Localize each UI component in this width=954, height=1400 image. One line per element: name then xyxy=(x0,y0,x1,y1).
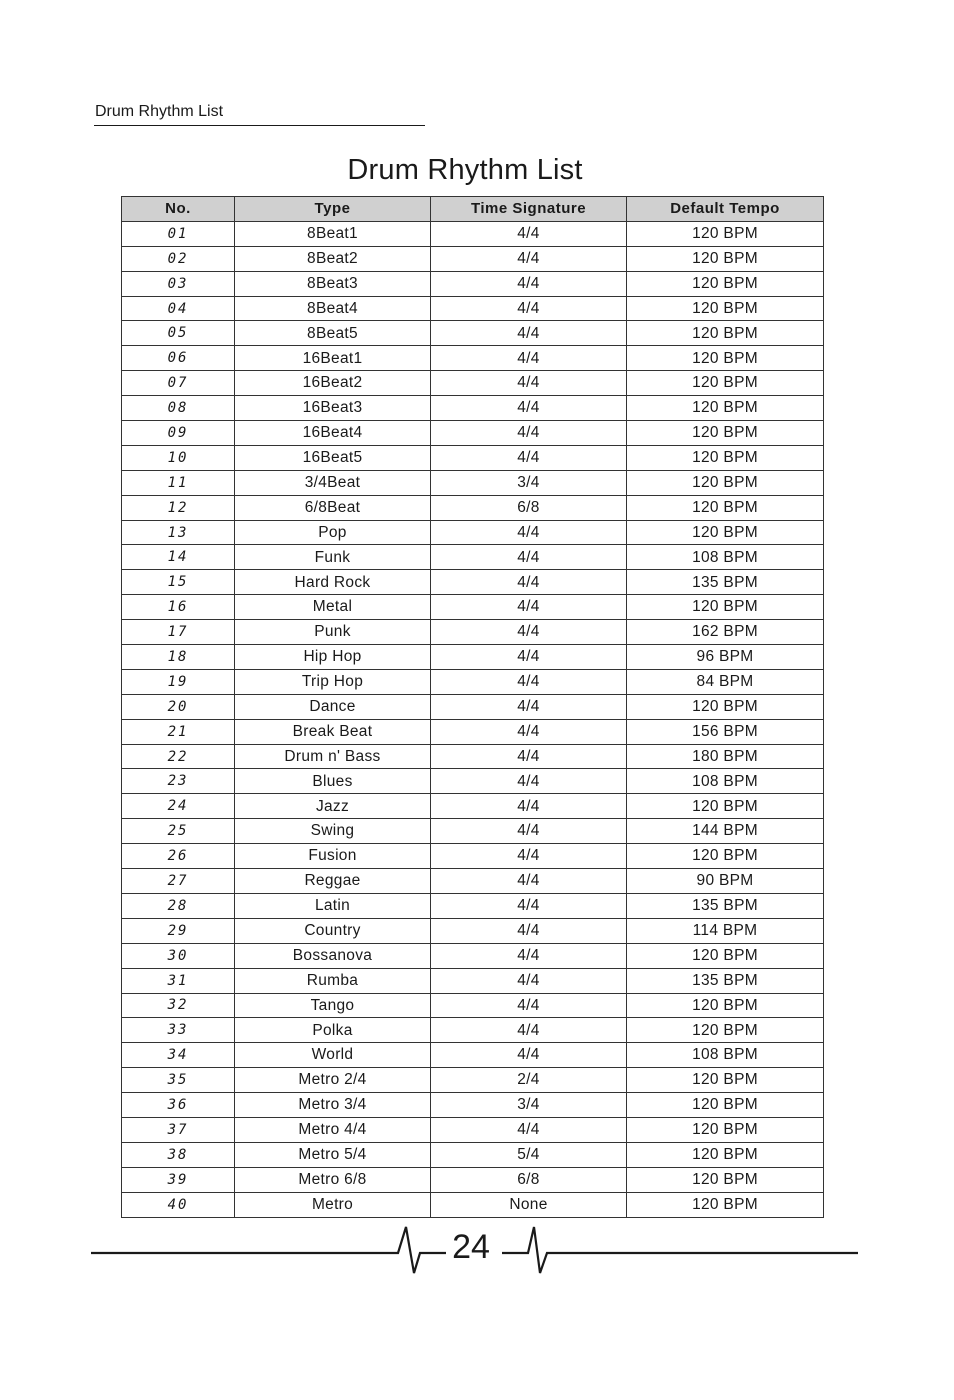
table-row xyxy=(122,943,824,968)
cell-default-tempo: 90 BPM xyxy=(627,869,824,894)
table-row xyxy=(122,645,824,670)
table-row xyxy=(122,819,824,844)
cell-time-signature: 3/4 xyxy=(431,1093,627,1118)
table-row xyxy=(122,346,824,371)
cell-time-signature: 4/4 xyxy=(431,694,627,719)
cell-default-tempo: 120 BPM xyxy=(627,1068,824,1093)
cell-time-signature: 4/4 xyxy=(431,221,627,246)
table-row xyxy=(122,1167,824,1192)
column-header-no: No. xyxy=(122,197,235,222)
cell-type: Polka xyxy=(235,1018,431,1043)
cell-default-tempo: 120 BPM xyxy=(627,520,824,545)
cell-no: 28 xyxy=(122,893,235,918)
cell-default-tempo: 120 BPM xyxy=(627,271,824,296)
cell-type: 16Beat3 xyxy=(235,396,431,421)
cell-type: Break Beat xyxy=(235,719,431,744)
table-row xyxy=(122,595,824,620)
cell-no: 27 xyxy=(122,869,235,894)
table-row xyxy=(122,869,824,894)
header-rule xyxy=(94,125,425,126)
cell-default-tempo: 156 BPM xyxy=(627,719,824,744)
table-row xyxy=(122,1068,824,1093)
cell-time-signature: 5/4 xyxy=(431,1142,627,1167)
cell-no: 01 xyxy=(122,221,235,246)
cell-no: 22 xyxy=(122,744,235,769)
cell-type: Metro 3/4 xyxy=(235,1093,431,1118)
cell-default-tempo: 120 BPM xyxy=(627,794,824,819)
cell-default-tempo: 120 BPM xyxy=(627,221,824,246)
cell-default-tempo: 144 BPM xyxy=(627,819,824,844)
running-header: Drum Rhythm List xyxy=(95,103,224,120)
cell-time-signature: 4/4 xyxy=(431,844,627,869)
cell-type: Metal xyxy=(235,595,431,620)
table-row xyxy=(122,495,824,520)
cell-no: 13 xyxy=(122,520,235,545)
cell-no: 08 xyxy=(122,396,235,421)
cell-no: 33 xyxy=(122,1018,235,1043)
cell-type: Metro 4/4 xyxy=(235,1117,431,1142)
cell-default-tempo: 120 BPM xyxy=(627,943,824,968)
table-row xyxy=(122,1018,824,1043)
cell-type: Bossanova xyxy=(235,943,431,968)
cell-default-tempo: 120 BPM xyxy=(627,1093,824,1118)
table-row xyxy=(122,1142,824,1167)
table-row xyxy=(122,1093,824,1118)
cell-time-signature: 4/4 xyxy=(431,794,627,819)
cell-default-tempo: 120 BPM xyxy=(627,844,824,869)
cell-type: Metro xyxy=(235,1192,431,1217)
table-row xyxy=(122,246,824,271)
cell-time-signature: 4/4 xyxy=(431,271,627,296)
table-row xyxy=(122,918,824,943)
cell-no: 40 xyxy=(122,1192,235,1217)
table-row xyxy=(122,421,824,446)
cell-default-tempo: 108 BPM xyxy=(627,545,824,570)
table-row xyxy=(122,844,824,869)
cell-no: 21 xyxy=(122,719,235,744)
cell-no: 10 xyxy=(122,445,235,470)
cell-no: 20 xyxy=(122,694,235,719)
cell-default-tempo: 120 BPM xyxy=(627,495,824,520)
cell-type: Trip Hop xyxy=(235,669,431,694)
cell-type: 6/8Beat xyxy=(235,495,431,520)
cell-type: Reggae xyxy=(235,869,431,894)
table-row xyxy=(122,993,824,1018)
cell-default-tempo: 96 BPM xyxy=(627,645,824,670)
cell-type: 16Beat5 xyxy=(235,445,431,470)
cell-no: 37 xyxy=(122,1117,235,1142)
cell-default-tempo: 108 BPM xyxy=(627,1043,824,1068)
cell-default-tempo: 120 BPM xyxy=(627,346,824,371)
cell-time-signature: 4/4 xyxy=(431,968,627,993)
cell-no: 34 xyxy=(122,1043,235,1068)
cell-default-tempo: 114 BPM xyxy=(627,918,824,943)
table-row xyxy=(122,396,824,421)
cell-type: Metro 5/4 xyxy=(235,1142,431,1167)
column-header-time-signature: Time Signature xyxy=(431,197,627,222)
cell-default-tempo: 84 BPM xyxy=(627,669,824,694)
cell-time-signature: 6/8 xyxy=(431,495,627,520)
cell-no: 24 xyxy=(122,794,235,819)
cell-no: 05 xyxy=(122,321,235,346)
cell-type: World xyxy=(235,1043,431,1068)
cell-time-signature: 3/4 xyxy=(431,470,627,495)
table-row xyxy=(122,570,824,595)
cell-time-signature: 4/4 xyxy=(431,744,627,769)
cell-no: 06 xyxy=(122,346,235,371)
table-header-row xyxy=(122,197,824,222)
table-row xyxy=(122,296,824,321)
drum-rhythm-table xyxy=(121,196,824,1218)
cell-time-signature: 4/4 xyxy=(431,769,627,794)
cell-time-signature: 4/4 xyxy=(431,421,627,446)
cell-type: Metro 6/8 xyxy=(235,1167,431,1192)
column-header-type: Type xyxy=(235,197,431,222)
cell-type: Metro 2/4 xyxy=(235,1068,431,1093)
cell-default-tempo: 135 BPM xyxy=(627,968,824,993)
cell-time-signature: 4/4 xyxy=(431,246,627,271)
cell-type: Dance xyxy=(235,694,431,719)
cell-type: Fusion xyxy=(235,844,431,869)
table-row xyxy=(122,445,824,470)
cell-no: 32 xyxy=(122,993,235,1018)
cell-time-signature: 4/4 xyxy=(431,819,627,844)
cell-no: 03 xyxy=(122,271,235,296)
cell-no: 23 xyxy=(122,769,235,794)
cell-default-tempo: 120 BPM xyxy=(627,321,824,346)
cell-type: 8Beat2 xyxy=(235,246,431,271)
cell-default-tempo: 120 BPM xyxy=(627,1142,824,1167)
table-row xyxy=(122,1192,824,1217)
table-row xyxy=(122,620,824,645)
cell-time-signature: 4/4 xyxy=(431,570,627,595)
cell-no: 04 xyxy=(122,296,235,321)
table-row xyxy=(122,1117,824,1142)
cell-default-tempo: 120 BPM xyxy=(627,296,824,321)
cell-default-tempo: 120 BPM xyxy=(627,371,824,396)
cell-no: 07 xyxy=(122,371,235,396)
cell-time-signature: 4/4 xyxy=(431,371,627,396)
table-row xyxy=(122,968,824,993)
cell-type: Latin xyxy=(235,893,431,918)
cell-type: 8Beat1 xyxy=(235,221,431,246)
cell-default-tempo: 135 BPM xyxy=(627,893,824,918)
table-row xyxy=(122,669,824,694)
cell-type: Blues xyxy=(235,769,431,794)
cell-type: Rumba xyxy=(235,968,431,993)
cell-no: 12 xyxy=(122,495,235,520)
table-row xyxy=(122,769,824,794)
cell-default-tempo: 120 BPM xyxy=(627,1018,824,1043)
cell-no: 15 xyxy=(122,570,235,595)
cell-time-signature: 4/4 xyxy=(431,595,627,620)
cell-time-signature: 4/4 xyxy=(431,1043,627,1068)
cell-no: 02 xyxy=(122,246,235,271)
cell-no: 29 xyxy=(122,918,235,943)
cell-type: 16Beat4 xyxy=(235,421,431,446)
cell-type: 8Beat5 xyxy=(235,321,431,346)
cell-time-signature: 4/4 xyxy=(431,346,627,371)
cell-time-signature: 4/4 xyxy=(431,396,627,421)
cell-type: Drum n' Bass xyxy=(235,744,431,769)
page-number: 24 xyxy=(452,1228,490,1266)
cell-time-signature: 6/8 xyxy=(431,1167,627,1192)
cell-default-tempo: 162 BPM xyxy=(627,620,824,645)
table-row xyxy=(122,221,824,246)
cell-type: Country xyxy=(235,918,431,943)
cell-time-signature: 4/4 xyxy=(431,296,627,321)
cell-time-signature: 4/4 xyxy=(431,1117,627,1142)
cell-time-signature: 4/4 xyxy=(431,669,627,694)
cell-no: 11 xyxy=(122,470,235,495)
cell-default-tempo: 120 BPM xyxy=(627,595,824,620)
table-row xyxy=(122,545,824,570)
cell-type: Jazz xyxy=(235,794,431,819)
cell-type: Pop xyxy=(235,520,431,545)
cell-no: 38 xyxy=(122,1142,235,1167)
cell-type: Tango xyxy=(235,993,431,1018)
cell-type: Hard Rock xyxy=(235,570,431,595)
cell-time-signature: 4/4 xyxy=(431,918,627,943)
cell-time-signature: 4/4 xyxy=(431,645,627,670)
cell-time-signature: 2/4 xyxy=(431,1068,627,1093)
cell-time-signature: 4/4 xyxy=(431,893,627,918)
table-row xyxy=(122,520,824,545)
cell-no: 30 xyxy=(122,943,235,968)
cell-default-tempo: 120 BPM xyxy=(627,694,824,719)
cell-time-signature: 4/4 xyxy=(431,620,627,645)
cell-default-tempo: 120 BPM xyxy=(627,470,824,495)
table-row xyxy=(122,371,824,396)
table-row xyxy=(122,321,824,346)
cell-default-tempo: 120 BPM xyxy=(627,445,824,470)
table-row xyxy=(122,1043,824,1068)
cell-no: 17 xyxy=(122,620,235,645)
cell-no: 39 xyxy=(122,1167,235,1192)
cell-no: 18 xyxy=(122,645,235,670)
cell-default-tempo: 120 BPM xyxy=(627,421,824,446)
cell-type: Punk xyxy=(235,620,431,645)
cell-default-tempo: 135 BPM xyxy=(627,570,824,595)
cell-time-signature: 4/4 xyxy=(431,445,627,470)
cell-time-signature: 4/4 xyxy=(431,869,627,894)
cell-type: Hip Hop xyxy=(235,645,431,670)
cell-type: 8Beat3 xyxy=(235,271,431,296)
table-row xyxy=(122,794,824,819)
table-row xyxy=(122,271,824,296)
cell-no: 35 xyxy=(122,1068,235,1093)
cell-type: 16Beat2 xyxy=(235,371,431,396)
cell-no: 09 xyxy=(122,421,235,446)
cell-time-signature: None xyxy=(431,1192,627,1217)
cell-time-signature: 4/4 xyxy=(431,321,627,346)
cell-time-signature: 4/4 xyxy=(431,1018,627,1043)
table-row xyxy=(122,470,824,495)
cell-time-signature: 4/4 xyxy=(431,520,627,545)
cell-no: 19 xyxy=(122,669,235,694)
cell-default-tempo: 120 BPM xyxy=(627,1117,824,1142)
column-header-default-tempo: Default Tempo xyxy=(627,197,824,222)
cell-default-tempo: 120 BPM xyxy=(627,993,824,1018)
cell-no: 14 xyxy=(122,545,235,570)
cell-no: 16 xyxy=(122,595,235,620)
cell-time-signature: 4/4 xyxy=(431,545,627,570)
cell-default-tempo: 120 BPM xyxy=(627,396,824,421)
table-row xyxy=(122,694,824,719)
page-title: Drum Rhythm List xyxy=(347,154,583,186)
cell-type: 3/4Beat xyxy=(235,470,431,495)
cell-no: 31 xyxy=(122,968,235,993)
cell-type: 16Beat1 xyxy=(235,346,431,371)
cell-default-tempo: 180 BPM xyxy=(627,744,824,769)
table-row xyxy=(122,893,824,918)
cell-default-tempo: 120 BPM xyxy=(627,1192,824,1217)
table-row xyxy=(122,744,824,769)
cell-no: 36 xyxy=(122,1093,235,1118)
cell-default-tempo: 120 BPM xyxy=(627,246,824,271)
table-row xyxy=(122,719,824,744)
footer-line-left xyxy=(91,1227,446,1273)
cell-time-signature: 4/4 xyxy=(431,943,627,968)
cell-type: Swing xyxy=(235,819,431,844)
footer-line-right xyxy=(502,1227,858,1273)
cell-default-tempo: 108 BPM xyxy=(627,769,824,794)
cell-type: Funk xyxy=(235,545,431,570)
cell-time-signature: 4/4 xyxy=(431,993,627,1018)
cell-type: 8Beat4 xyxy=(235,296,431,321)
cell-time-signature: 4/4 xyxy=(431,719,627,744)
cell-default-tempo: 120 BPM xyxy=(627,1167,824,1192)
table-body xyxy=(122,221,824,1217)
cell-no: 26 xyxy=(122,844,235,869)
cell-no: 25 xyxy=(122,819,235,844)
